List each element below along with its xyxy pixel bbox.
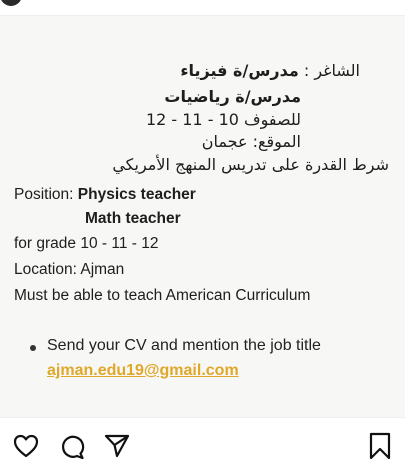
bullet-instruction: Send your CV and mention the job title	[47, 337, 321, 354]
arabic-position-label: الشاغر :	[303, 61, 360, 80]
arabic-position-line	[180, 61, 360, 81]
post-header-edge	[0, 0, 405, 6]
arabic-requirement: شرط القدرة على تدريس المنهج الأمريكي	[112, 155, 389, 174]
arabic-grades: للصفوف 10 - 11 - 12	[145, 110, 301, 129]
arabic-position-math: مدرس/ة رياضيات	[164, 87, 301, 106]
english-grades: for grade 10 - 11 - 12	[14, 235, 159, 252]
bookmark-icon[interactable]	[369, 432, 391, 460]
english-position-math: Math teacher	[85, 210, 181, 227]
bullet-point	[30, 345, 36, 351]
arabic-position-physics: مدرس/ة فيزياء	[180, 61, 299, 80]
comment-icon[interactable]	[59, 434, 85, 460]
english-position-physics: Physics teacher	[77, 186, 196, 203]
email-link[interactable]: ajman.edu19@gmail.com	[47, 362, 239, 379]
avatar[interactable]	[0, 0, 22, 6]
english-requirement: Must be able to teach American Curriculum	[14, 287, 311, 304]
heart-icon[interactable]	[13, 434, 39, 458]
paper-plane-icon[interactable]	[104, 434, 130, 458]
english-position-line	[14, 185, 196, 205]
post-action-bar	[0, 418, 405, 472]
post-image	[0, 15, 405, 418]
english-position-label: Position:	[14, 186, 74, 203]
arabic-location: الموقع: عجمان	[201, 132, 301, 151]
arabic-position-math-line	[164, 87, 301, 107]
english-location: Location: Ajman	[14, 261, 125, 278]
